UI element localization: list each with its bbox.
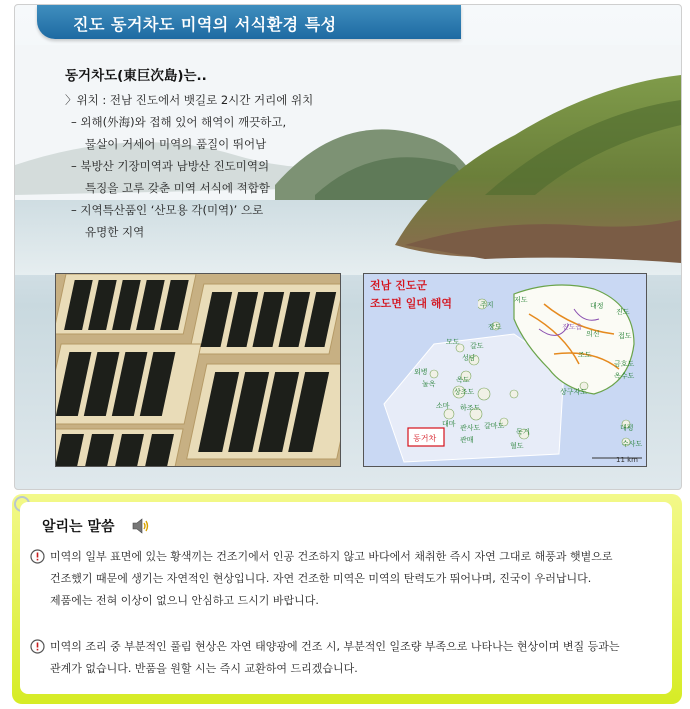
exclamation-icon: [30, 639, 45, 654]
map-label: 눌옥: [422, 380, 436, 388]
notice-message-1-line-3: 제품에는 전혀 이상이 없으니 안심하고 드시기 바랍니다.: [50, 594, 319, 607]
notice-message-1-line-1: 미역의 일부 표면에 있는 황색끼는 건조기에서 인공 건조하지 않고 바다에서 채취한 즉시 자연 그대로 해풍과 햇볕으로: [50, 550, 613, 563]
map-label: 독거: [516, 428, 530, 436]
feature-line-3-cont: 유명한 지역: [85, 225, 145, 239]
map-label: 관사도: [460, 424, 481, 432]
feature-line-1: – 외해(外海)와 접해 있어 해역이 깨끗하고,: [71, 115, 287, 129]
notice-message-2-line-1: 미역의 조리 중 부분적인 풀림 현상은 자연 태양광에 건조 시, 부분적인 일조량 부족으로 나타나는 현상이며 변질 등과는: [50, 640, 620, 653]
map-label: 저도: [514, 296, 528, 304]
map-label: 대정: [590, 302, 604, 310]
map-label: 진도읍: [562, 323, 583, 331]
map-label: 대마: [442, 420, 456, 428]
intro-text-block: [65, 65, 365, 243]
map-label: 주지: [480, 301, 494, 309]
intro-title: 동거차도(東巨次島)는..: [65, 68, 207, 84]
map-label: 금호도: [614, 360, 635, 368]
notice-message-1: [30, 546, 660, 612]
location-line: 〉위치 : 전남 진도에서 뱃길로 2시간 거리에 위치: [65, 93, 314, 107]
notice-message-2-line-2: 관계가 없습니다. 반품을 원할 시는 즉시 교환하여 드리겠습니다.: [50, 662, 358, 675]
map-label: 상조도: [454, 388, 475, 396]
habitat-section: [14, 4, 682, 490]
map-label: 갈마도: [484, 422, 505, 430]
feature-line-2: – 북방산 기장미역과 남방산 진도미역의: [71, 159, 270, 173]
map-label: 옥수도: [614, 372, 635, 380]
speaker-icon[interactable]: [132, 518, 150, 534]
map-graphic: [364, 274, 646, 466]
notice-message-1-line-2: 건조했기 때문에 생기는 자연적인 현상입니다. 자연 건조한 미역은 미역의 탄력도가 뛰어나며, 진국이 우러납니다.: [50, 572, 592, 585]
feature-line-2-cont: 특징을 고루 갖춘 미역 서식에 적합함: [85, 181, 270, 195]
map-label: 모도: [446, 338, 460, 346]
feature-line-3: – 지역특산품인 ‘산모용 각(미역)’ 으로: [71, 203, 264, 217]
section-title: 진도 동거차도 미역의 서식환경 특성: [73, 15, 337, 34]
notice-panel: [20, 502, 672, 694]
map-label: 하조도: [460, 404, 481, 412]
map-label: 접도: [618, 332, 632, 340]
notice-message-2: [30, 636, 660, 680]
map-header-line-2: 조도면 일대 해역: [370, 297, 453, 310]
map-label: 장도: [488, 323, 502, 331]
map-highlight-label: 동거차: [413, 434, 437, 443]
map-label: 혈도: [510, 442, 524, 450]
map-label: 진도: [616, 308, 630, 316]
map-label: 외병: [414, 368, 428, 376]
jindo-area-map: [363, 273, 647, 467]
map-label: 조도: [578, 351, 592, 359]
notice-box: [12, 494, 682, 704]
seaweed-drying-photo: [55, 273, 341, 467]
map-label: 성남: [462, 354, 476, 362]
map-label: 옥도: [456, 376, 470, 384]
notice-title: 알리는 말씀: [42, 519, 115, 535]
map-header-line-1: 전남 진도군: [370, 279, 427, 292]
map-label: 수사도: [622, 440, 643, 448]
map-label: 상구자도: [560, 388, 588, 396]
map-label: 관매: [460, 436, 474, 444]
exclamation-icon: [30, 549, 45, 564]
section-banner: [37, 5, 461, 39]
map-label: 대평: [620, 424, 634, 432]
map-scale: 11 km: [616, 456, 639, 464]
feature-line-1-cont: 물살이 거세어 미역의 품질이 뛰어남: [85, 137, 267, 151]
map-label: 소마: [436, 402, 450, 410]
map-label: 갈도: [470, 342, 484, 350]
map-label: 의신: [586, 330, 600, 338]
